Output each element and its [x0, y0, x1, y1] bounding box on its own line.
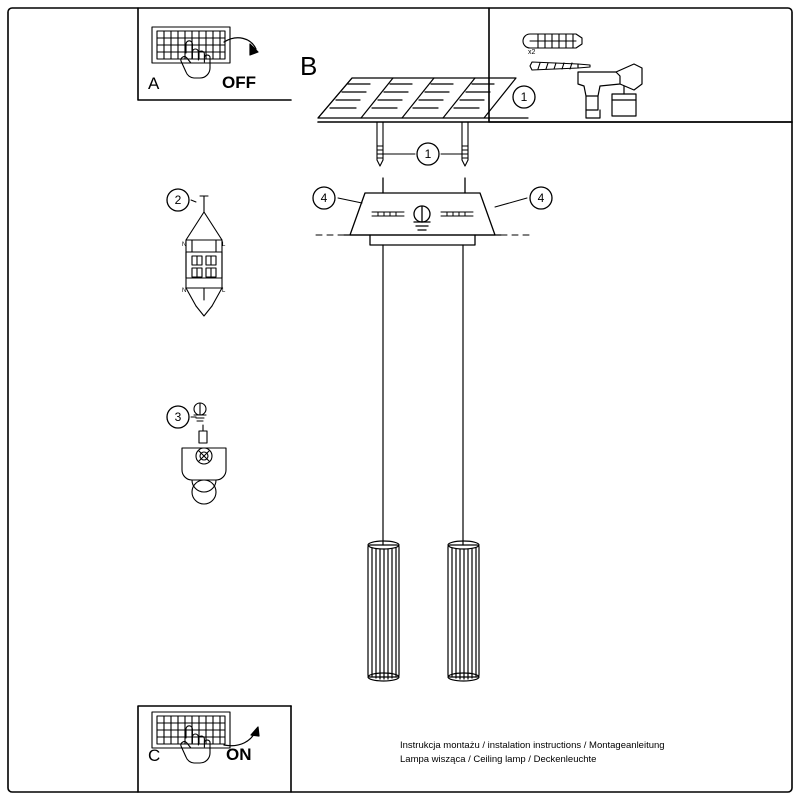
callout-2-leader — [191, 200, 196, 202]
step-a-label: OFF — [222, 73, 256, 92]
tools-box — [489, 8, 792, 122]
step-b-letter: B — [300, 51, 318, 81]
screw-icon — [530, 62, 590, 70]
step-a-box — [138, 8, 291, 100]
pendant-shade-left — [368, 541, 399, 681]
ceiling-canopy — [344, 178, 501, 245]
switch-off-icon — [152, 27, 230, 63]
step-c-label: ON — [226, 745, 252, 764]
pendant-shade-right — [448, 541, 479, 681]
terminal-label-l-top: L — [222, 242, 226, 248]
footer-line-1: Instrukcja montażu / instalation instructions / Montageanleitung — [400, 740, 665, 751]
terminal-label-n-top: N — [182, 242, 187, 248]
terminal-block-detail — [186, 196, 222, 316]
arrow-icon-c — [224, 727, 259, 746]
step-c-box — [138, 706, 291, 792]
callout-label-1-ceiling: 1 — [424, 147, 432, 161]
pendant-cords — [383, 245, 463, 545]
callout-label-4-right: 4 — [537, 191, 545, 205]
sheet-border — [8, 8, 792, 792]
terminal-label-n-bottom: N — [182, 288, 187, 294]
callout-4-leaders — [338, 198, 527, 207]
wall-plug-icon — [523, 34, 582, 48]
callout-circles — [167, 86, 552, 428]
screw-quantity-label: x2 — [528, 49, 536, 56]
drill-icon — [578, 64, 642, 118]
callout-label-3: 3 — [174, 410, 182, 424]
switch-on-icon — [152, 712, 230, 748]
footer-line-2: Lampa wisząca / Ceiling lamp / Deckenleuchte — [400, 754, 597, 765]
callout-label-4-left: 4 — [320, 191, 328, 205]
step-c-letter: C — [148, 746, 161, 765]
terminal-label-l-bottom: L — [222, 288, 226, 294]
arrow-icon-a — [224, 38, 258, 55]
ceiling-panel — [318, 78, 516, 118]
callout-label-2: 2 — [174, 193, 182, 207]
callout-label-1-tools: 1 — [520, 90, 528, 104]
step-a-letter: A — [148, 74, 160, 93]
